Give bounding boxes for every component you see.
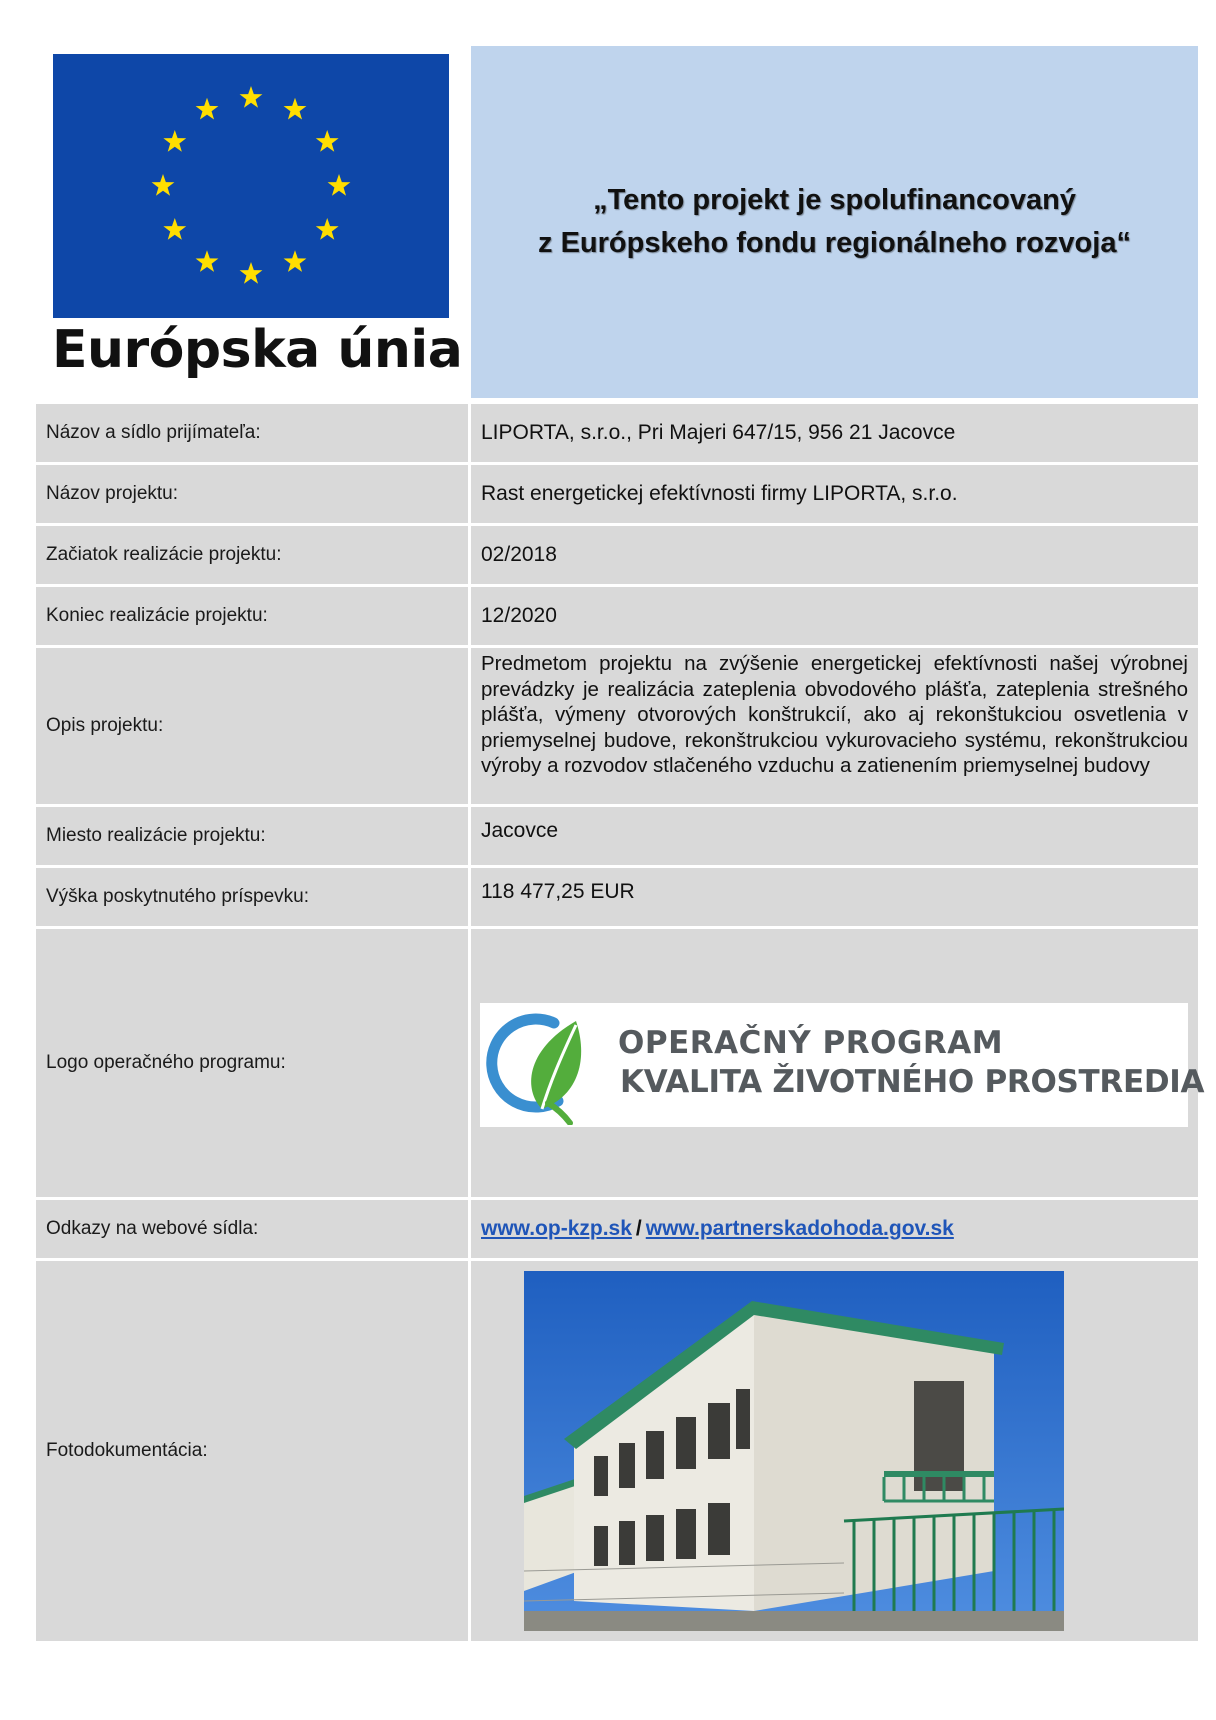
eu-logo-block	[38, 46, 468, 398]
building-photo	[524, 1271, 1064, 1631]
headline-line-2: z Európskeho fondu regionálneho rozvoja“	[538, 227, 1131, 259]
value-project-name: Rast energetickej efektívnosti firmy LIPORTA, s.r.o.	[471, 465, 1198, 523]
link-separator: /	[635, 1217, 642, 1240]
label-amount: Výška poskytnutého príspevku:	[36, 868, 468, 926]
label-description: Opis projektu:	[36, 648, 468, 804]
label-end-date: Koniec realizácie projektu:	[36, 587, 468, 645]
program-logo	[480, 1003, 1205, 1127]
eu-flag-icon	[53, 54, 449, 318]
link-op-kzp[interactable]: www.op-kzp.sk	[481, 1217, 632, 1240]
label-photos: Fotodokumentácia:	[36, 1261, 468, 1641]
value-description: Predmetom projektu na zvýšenie energetickej efektívnosti našej výrobnej prevádzky je realizácia zateplenia obvodového plášťa, zateplenia strešného plášťa, výmeny otvorových konštrukcií, ako aj rekonštukciou osvetlenia v priemyselnej budove, rekonštrukciou vykurovacieho systému, rekonštrukciou výroby a rozvodov stlačeného vzduchu a zatienením priemyselnej budovy	[481, 652, 1188, 778]
websites-cell	[471, 1200, 1198, 1258]
program-logo-line-1: OPERAČNÝ PROGRAM	[618, 1025, 1004, 1061]
value-start-date: 02/2018	[471, 526, 1198, 584]
headline-line-1: „Tento projekt je spolufinancovaný	[593, 184, 1076, 216]
label-location: Miesto realizácie projektu:	[36, 807, 468, 865]
cofinancing-headline	[471, 46, 1198, 398]
value-end-date: 12/2020	[471, 587, 1198, 645]
eu-label: Európska únia	[52, 320, 463, 380]
leaf-q-logo-icon	[484, 1005, 596, 1125]
value-location: Jacovce	[471, 807, 1198, 865]
value-amount: 118 477,25 EUR	[471, 868, 1198, 926]
description-cell	[471, 648, 1198, 804]
label-websites: Odkazy na webové sídla:	[36, 1200, 468, 1258]
label-recipient: Názov a sídlo prijímateľa:	[36, 404, 468, 462]
link-partnerska-dohoda[interactable]: www.partnerskadohoda.gov.sk	[645, 1217, 954, 1240]
label-program-logo: Logo operačného programu:	[36, 929, 468, 1197]
program-logo-cell	[471, 929, 1205, 1197]
program-logo-line-2: KVALITA ŽIVOTNÉHO PROSTREDIA	[620, 1064, 1205, 1100]
value-recipient: LIPORTA, s.r.o., Pri Majeri 647/15, 956 21 Jacovce	[471, 404, 1198, 462]
photos-cell	[471, 1261, 1198, 1641]
label-project-name: Názov projektu:	[36, 465, 468, 523]
label-start-date: Začiatok realizácie projektu:	[36, 526, 468, 584]
